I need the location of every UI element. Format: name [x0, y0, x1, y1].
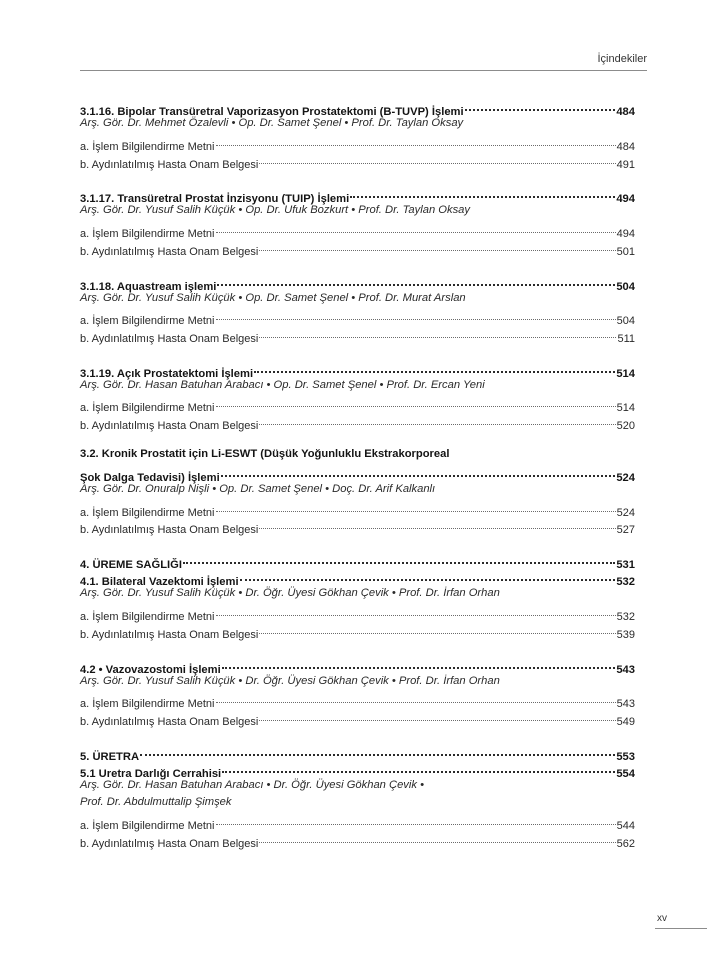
toc-authors: Prof. Dr. Abdulmuttalip Şimşek: [80, 796, 232, 809]
dot-leader: [465, 98, 616, 115]
dot-leader: [259, 324, 616, 341]
dot-leader: [240, 568, 616, 585]
toc-authors: Arş. Gör. Dr. Yusuf Salih Küçük • Dr. Öğr. Üyesi Gökhan Çevik • Prof. Dr. İrfan Orhan: [80, 674, 500, 687]
toc-subitem-line-page: 520: [616, 419, 635, 432]
dot-leader: [216, 133, 616, 150]
toc-entry: [80, 551, 635, 641]
toc-section-line[interactable]: [80, 185, 635, 206]
dot-leader: [140, 742, 615, 759]
toc-entry: [80, 272, 635, 345]
toc-entry: [80, 185, 635, 258]
dot-leader: [216, 307, 616, 324]
toc-subitem-line-page: 543: [616, 698, 635, 711]
toc-chapter-line-page: 531: [616, 559, 635, 572]
toc-section-line-title: 4.1. Bilateral Vazektomi İşlemi: [80, 576, 239, 589]
toc-subitem-line-page: 539: [616, 628, 635, 641]
toc-section-line-title: 5.1 Uretra Darlığı Cerrahisi: [80, 768, 222, 780]
toc-entry: [80, 655, 635, 728]
toc-section-line-title: 3.1.17. Transüretral Prostat İnzisyonu (TUIP) İşlemi: [80, 193, 350, 206]
toc-entry: [80, 359, 635, 432]
toc-subitem-line[interactable]: [80, 603, 635, 624]
toc-section-line-page: 514: [616, 367, 635, 380]
toc-chapter-line[interactable]: [80, 551, 635, 572]
dot-leader: [259, 237, 615, 254]
footer-divider: [655, 928, 707, 929]
header-divider: [80, 70, 647, 71]
toc-subitem-line-page: 549: [616, 715, 635, 728]
toc-section-line[interactable]: [80, 359, 635, 380]
dot-leader: [259, 620, 615, 637]
dot-leader: [259, 707, 615, 724]
toc-subitem-line-title: b. Aydınlatılmış Hasta Onam Belgesi: [80, 715, 259, 728]
toc-subitem-line-title: a. İşlem Bilgilendirme Metni: [80, 611, 215, 624]
toc-subitem-line-page: 511: [617, 332, 635, 345]
toc-subitem-line[interactable]: [80, 220, 635, 241]
toc-subitem-line-title: b. Aydınlatılmış Hasta Onam Belgesi: [80, 332, 259, 345]
dot-leader: [350, 185, 615, 202]
dot-leader: [259, 150, 615, 167]
dot-leader: [254, 359, 615, 376]
toc-section-line-page: 532: [616, 576, 635, 589]
toc-subitem-line-page: 484: [616, 141, 635, 154]
dot-leader: [259, 829, 615, 846]
toc-section-line-page: 504: [616, 280, 635, 293]
dot-leader: [216, 498, 616, 515]
toc-section-line-title: Şok Dalga Tedavisi) İşlemi: [80, 472, 220, 485]
toc-subitem-line[interactable]: [80, 690, 635, 711]
toc-subitem-line[interactable]: [80, 133, 635, 154]
toc-subitem-line-title: a. İşlem Bilgilendirme Metni: [80, 402, 215, 415]
toc-authors: Arş. Gör. Dr. Yusuf Salih Küçük • Op. Dr. Ufuk Bozkurt • Prof. Dr. Taylan Oksay: [80, 204, 470, 217]
toc-section-line[interactable]: [80, 760, 635, 780]
toc-section-line-page: 524: [616, 472, 635, 485]
toc-subitem-line-page: 532: [616, 611, 635, 624]
toc-section-line-title: 3.1.19. Açık Prostatektomi İşlemi: [80, 367, 254, 380]
toc-subitem-line-title: a. İşlem Bilgilendirme Metni: [80, 698, 215, 711]
dot-leader: [216, 603, 616, 620]
toc-section-line-title: 3.1.16. Bipolar Transüretral Vaporizasyon Prostatektomi (B-TUVP) İşlemi: [80, 106, 464, 119]
toc-subitem-line-page: 524: [616, 506, 635, 519]
toc-section-line[interactable]: [80, 272, 635, 293]
toc-entry: [80, 742, 635, 850]
dot-leader: [183, 551, 615, 568]
toc-subitem-line-page: 504: [616, 315, 635, 328]
toc-authors: Arş. Gör. Dr. Mehmet Özalevli • Op. Dr. Samet Şenel • Prof. Dr. Taylan Oksay: [80, 117, 464, 130]
toc-section-line[interactable]: [80, 655, 635, 676]
toc-subitem-line[interactable]: [80, 394, 635, 415]
toc-entry: [80, 98, 635, 171]
dot-leader: [216, 220, 616, 237]
toc-subitem-line-title: a. İşlem Bilgilendirme Metni: [80, 228, 215, 241]
toc-section-line-page: 484: [616, 106, 635, 119]
table-of-contents: [80, 98, 635, 850]
toc-section-line-page: 543: [616, 663, 635, 676]
toc-section-line[interactable]: [80, 98, 635, 119]
toc-subitem-line-page: 494: [616, 228, 635, 241]
toc-subitem-line[interactable]: [80, 307, 635, 328]
toc-subitem-line-title: a. İşlem Bilgilendirme Metni: [80, 820, 215, 833]
toc-authors: Arş. Gör. Dr. Yusuf Salih Küçük • Op. Dr. Samet Şenel • Prof. Dr. Murat Arslan: [80, 291, 466, 304]
toc-subitem-line-title: a. İşlem Bilgilendirme Metni: [80, 141, 215, 154]
toc-section-line-page: 554: [616, 768, 635, 780]
toc-subitem-line-page: 562: [616, 837, 635, 850]
toc-chapter-line-title: 5. ÜRETRA: [80, 750, 140, 763]
dot-leader: [216, 690, 616, 707]
dot-leader: [259, 411, 615, 428]
dot-leader: [259, 516, 615, 533]
toc-section-line-page: 494: [616, 193, 635, 206]
toc-entry: [80, 446, 635, 537]
toc-subitem-line-title: b. Aydınlatılmış Hasta Onam Belgesi: [80, 419, 259, 432]
dot-leader: [216, 812, 616, 829]
dot-leader: [222, 760, 615, 777]
toc-section-line-title: 4.2 • Vazovazostomi İşlemi: [80, 663, 221, 676]
toc-chapter-line-title: 4. ÜREME SAĞLIĞI: [80, 559, 182, 572]
dot-leader: [221, 464, 616, 481]
toc-subitem-line-page: 527: [616, 524, 635, 537]
page-number: xv: [657, 913, 667, 924]
toc-authors: Arş. Gör. Dr. Onuralp Nişli • Op. Dr. Samet Şenel • Doç. Dr. Arif Kalkanlı: [80, 483, 436, 496]
toc-section-line-title: 3.1.18. Aquastream işlemi: [80, 280, 217, 293]
toc-subitem-line-title: a. İşlem Bilgilendirme Metni: [80, 315, 215, 328]
toc-subitem-line-title: b. Aydınlatılmış Hasta Onam Belgesi: [80, 524, 259, 537]
toc-subitem-line-page: 491: [616, 158, 635, 171]
toc-subitem-line-title: b. Aydınlatılmış Hasta Onam Belgesi: [80, 628, 259, 641]
toc-subitem-line[interactable]: [80, 498, 635, 519]
toc-authors: Arş. Gör. Dr. Yusuf Salih Küçük • Dr. Öğr. Üyesi Gökhan Çevik • Prof. Dr. İrfan Orhan: [80, 587, 500, 600]
dot-leader: [222, 655, 616, 672]
toc-authors: Arş. Gör. Dr. Hasan Batuhan Arabacı • Op. Dr. Samet Şenel • Prof. Dr. Ercan Yeni: [80, 378, 485, 391]
toc-section-title-line: 3.2. Kronik Prostatit için Li-ESWT (Düşük Yoğunluklu Ekstrakorporeal: [80, 448, 450, 461]
running-header: İçindekiler: [597, 53, 647, 65]
toc-subitem-line-page: 544: [616, 820, 635, 833]
toc-subitem-line-title: a. İşlem Bilgilendirme Metni: [80, 506, 215, 519]
toc-chapter-line[interactable]: [80, 742, 635, 763]
dot-leader: [216, 394, 616, 411]
toc-subitem-line-page: 501: [616, 245, 635, 258]
toc-section-line[interactable]: [80, 464, 635, 485]
toc-subitem-line-title: b. Aydınlatılmış Hasta Onam Belgesi: [80, 245, 259, 258]
toc-subitem-line-title: b. Aydınlatılmış Hasta Onam Belgesi: [80, 837, 259, 850]
toc-authors: Arş. Gör. Dr. Hasan Batuhan Arabacı • Dr. Öğr. Üyesi Gökhan Çevik •: [80, 779, 424, 791]
dot-leader: [217, 272, 615, 289]
toc-subitem-line[interactable]: [80, 812, 635, 833]
toc-subitem-line-page: 514: [616, 402, 635, 415]
toc-chapter-line-page: 553: [616, 750, 635, 763]
toc-subitem-line-title: b. Aydınlatılmış Hasta Onam Belgesi: [80, 158, 259, 171]
